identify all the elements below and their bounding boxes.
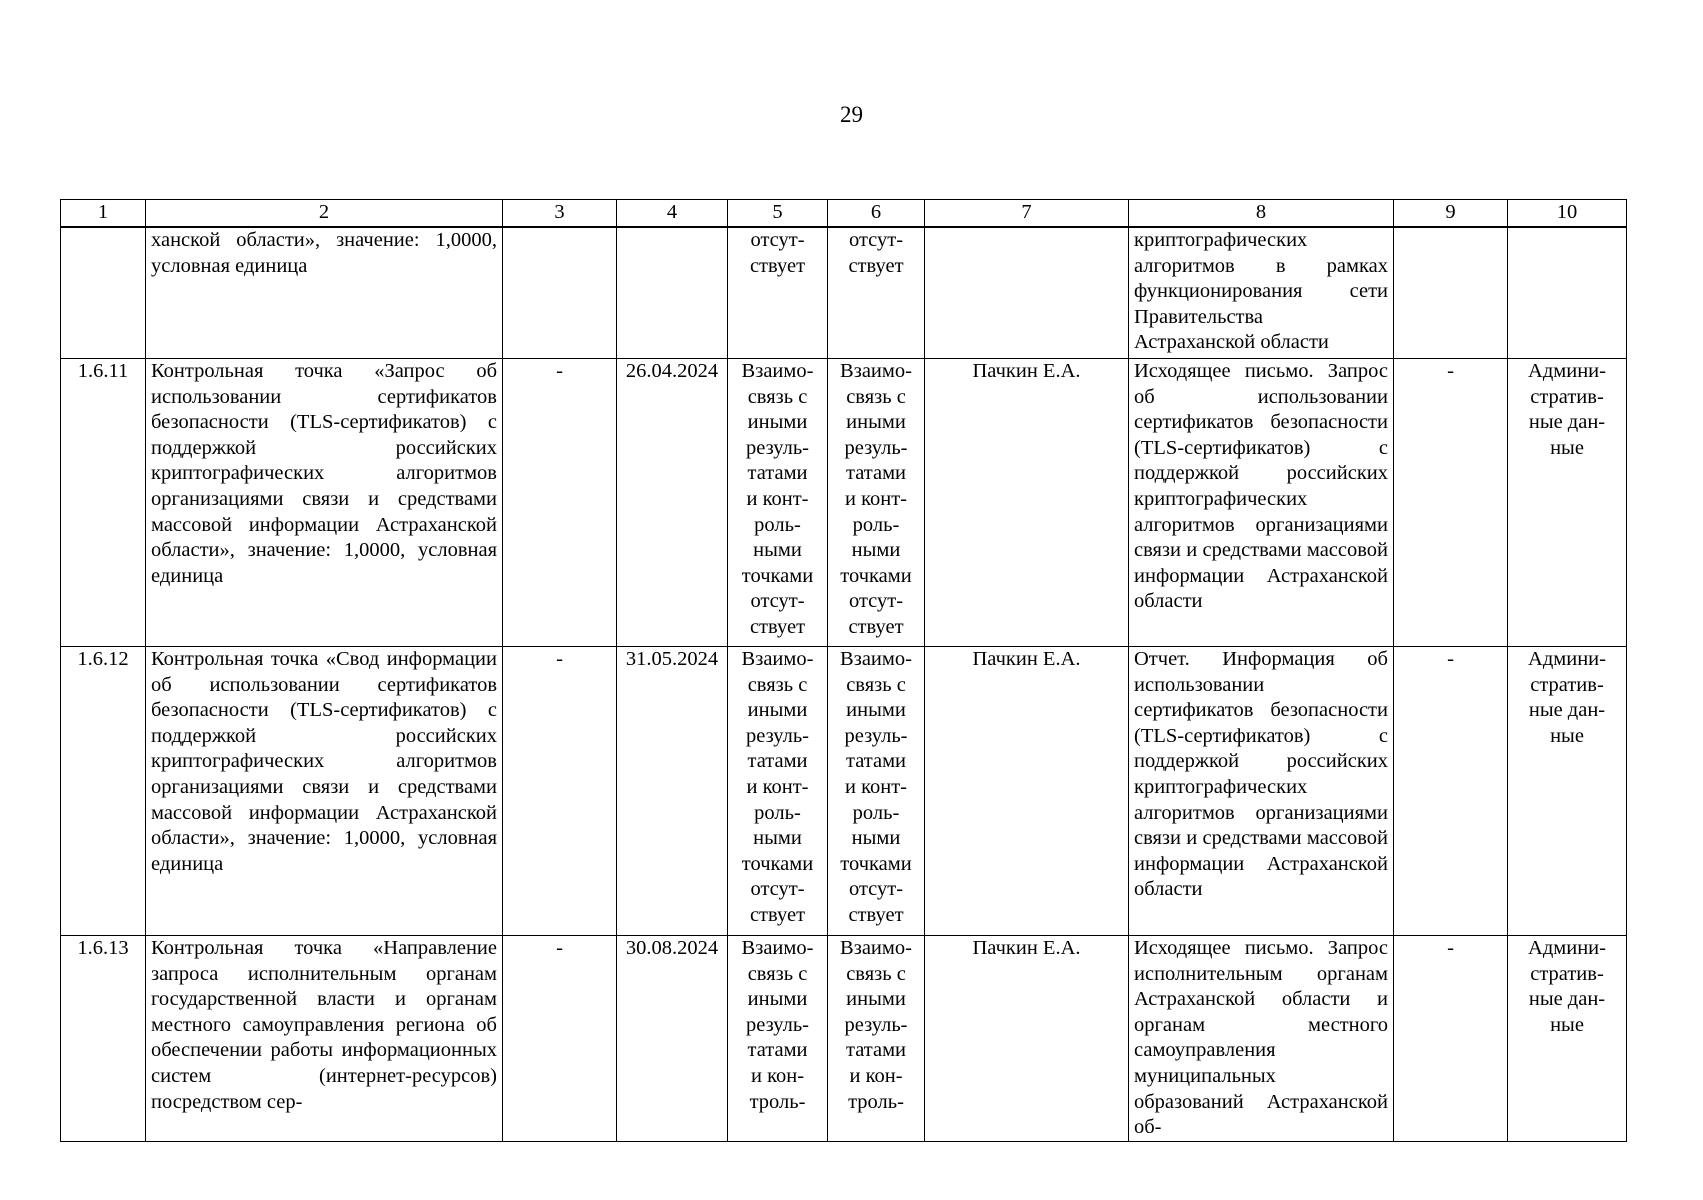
row-document: Исходящее письмо. Запрос об использовании сертификатов безопасности (TLS-сертификатов) с поддержкой российских криптографических алгоритмов организациями связи и средствами массовой информации Астраханской области (1129, 359, 1394, 647)
column-header: 2 (146, 200, 503, 228)
column-header: 8 (1129, 200, 1394, 228)
column-10-value: Админи- стратив- ные дан- ные (1508, 936, 1627, 1142)
row-date: 26.04.2024 (617, 359, 728, 647)
column-5-value: Взаимо- связь с иными резуль- татами и конт- роль- ными точками отсут- ствует (728, 647, 828, 936)
column-header: 5 (728, 200, 828, 228)
row-document: Отчет. Информация об использовании сертификатов безопасности (TLS-сертификатов) с поддержкой российских криптографических алгоритмов организациями связи и средствами массовой информации Астраханской области (1129, 647, 1394, 936)
row-number (61, 227, 146, 359)
table-row (61, 227, 1627, 359)
column-9-value: - (1394, 359, 1508, 647)
row-number: 1.6.11 (61, 359, 146, 647)
column-header: 10 (1508, 200, 1627, 228)
row-number: 1.6.13 (61, 936, 146, 1142)
column-6-value: Взаимо- связь с иными резуль- татами и кон- троль- (828, 936, 925, 1142)
column-header: 7 (925, 200, 1129, 228)
column-3-value (503, 227, 617, 359)
column-9-value: - (1394, 936, 1508, 1142)
row-description: Контрольная точка «Свод информации об использовании сертификатов безопасности (TLS-сертификатов) с поддержкой российских криптографических алгоритмов организациями связи и средствами массовой информации Астраханской области», значение: 1,0000, условная единица (146, 647, 503, 936)
row-document: Исходящее письмо. Запрос исполнительным органам Астраханской области и органам местного самоуправления муниципальных образований Астраханской об- (1129, 936, 1394, 1142)
column-10-value (1508, 227, 1627, 359)
page-number: 29 (840, 102, 863, 127)
column-10-value: Админи- стратив- ные дан- ные (1508, 359, 1627, 647)
column-5-value: Взаимо- связь с иными резуль- татами и кон- троль- (728, 936, 828, 1142)
column-3-value: - (503, 647, 617, 936)
row-date: 30.08.2024 (617, 936, 728, 1142)
column-6-value: Взаимо- связь с иными резуль- татами и конт- роль- ными точками отсут- ствует (828, 647, 925, 936)
row-responsible: Пачкин Е.А. (925, 359, 1129, 647)
column-3-value: - (503, 936, 617, 1142)
row-responsible (925, 227, 1129, 359)
row-description: ханской области», значение: 1,0000, условная единица (146, 227, 503, 359)
table-header-row (61, 200, 1627, 228)
table-row (61, 647, 1627, 936)
column-9-value: - (1394, 647, 1508, 936)
row-document: криптографических алгоритмов в рамках функционирования сети Правительства Астраханской области (1129, 227, 1394, 359)
column-header: 9 (1394, 200, 1508, 228)
column-9-value (1394, 227, 1508, 359)
row-responsible: Пачкин Е.А. (925, 647, 1129, 936)
row-description: Контрольная точка «Направление запроса исполнительным органам государственной власти и органам местного самоуправления региона об обеспечении работы информационных систем (интернет-ресурсов) посредством сер- (146, 936, 503, 1142)
column-header: 1 (61, 200, 146, 228)
row-responsible: Пачкин Е.А. (925, 936, 1129, 1142)
column-3-value: - (503, 359, 617, 647)
table-row (61, 936, 1627, 1142)
column-10-value: Админи- стратив- ные дан- ные (1508, 647, 1627, 936)
plan-table (60, 199, 1627, 1142)
row-date (617, 227, 728, 359)
row-number: 1.6.12 (61, 647, 146, 936)
row-description: Контрольная точка «Запрос об использовании сертификатов безопасности (TLS-сертификатов) с поддержкой российских криптографических алгоритмов организациями связи и средствами массовой информации Астраханской области», значение: 1,0000, условная единица (146, 359, 503, 647)
table-row (61, 359, 1627, 647)
column-header: 3 (503, 200, 617, 228)
column-6-value: отсут- ствует (828, 227, 925, 359)
column-header: 4 (617, 200, 728, 228)
column-header: 6 (828, 200, 925, 228)
column-6-value: Взаимо- связь с иными резуль- татами и конт- роль- ными точками отсут- ствует (828, 359, 925, 647)
row-date: 31.05.2024 (617, 647, 728, 936)
column-5-value: отсут- ствует (728, 227, 828, 359)
column-5-value: Взаимо- связь с иными резуль- татами и конт- роль- ными точками отсут- ствует (728, 359, 828, 647)
